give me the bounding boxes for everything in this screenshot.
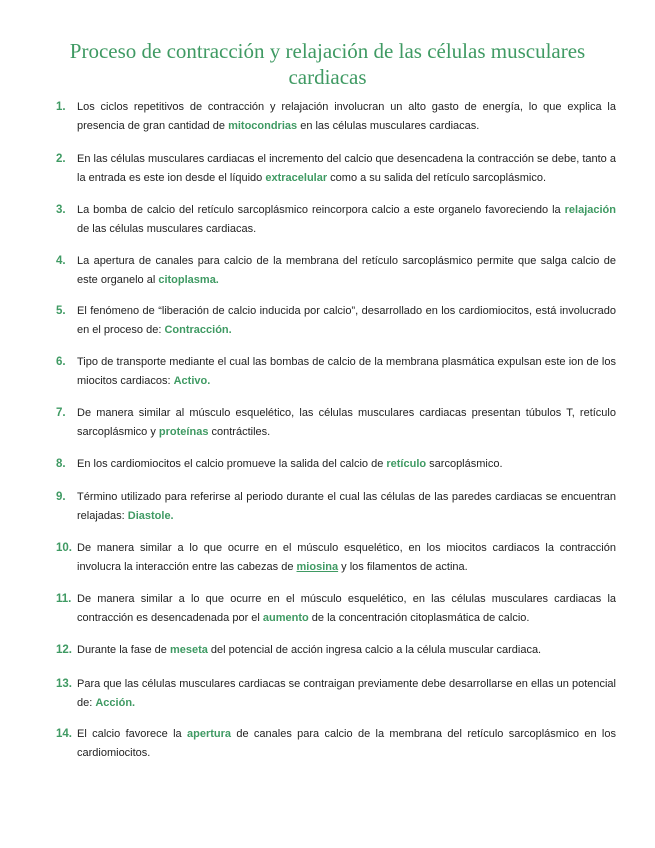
list-item (56, 302, 616, 340)
item-number: 3. (56, 204, 66, 216)
item-number: 14. (56, 728, 72, 740)
keyword: Contracción. (164, 324, 232, 336)
list-item (56, 201, 616, 239)
item-number: 9. (56, 491, 66, 503)
keyword: Acción. (95, 697, 136, 709)
list-item (56, 353, 616, 391)
list-item (56, 641, 616, 660)
item-number: 4. (56, 255, 66, 267)
item-number: 10. (56, 542, 72, 554)
keyword: citoplasma. (158, 274, 219, 286)
item-number: 12. (56, 644, 72, 656)
item-text: De manera similar al músculo esquelético, las células musculares cardiacas presentan túbulos T, retículo sarcoplásmico y proteínas contráctiles. (77, 407, 616, 438)
keyword: proteínas (158, 426, 209, 438)
list-item (56, 455, 616, 474)
item-number: 1. (56, 101, 66, 113)
item-text: Término utilizado para referirse al periodo durante el cual las células de las paredes cardiacas se encuentran relajadas: Diastole. (77, 491, 616, 522)
list-item (56, 488, 616, 526)
item-text: De manera similar a lo que ocurre en el músculo esquelético, en los miocitos cardiacos la contracción involucra la interacción entre las cabezas de miosina y los filamentos de actina. (77, 542, 616, 573)
item-number: 13. (56, 678, 72, 690)
item-text: Para que las células musculares cardiacas se contraigan previamente debe desarrollarse en ellas un potencial de: Acción. (77, 678, 616, 709)
item-number: 11. (56, 593, 72, 605)
item-number: 7. (56, 407, 66, 419)
item-text: Durante la fase de meseta del potencial de acción ingresa calcio a la célula muscular cardiaca. (77, 644, 542, 656)
list-item (56, 590, 616, 628)
item-text: La apertura de canales para calcio de la membrana del retículo sarcoplásmico permite que salga calcio de este organelo al citoplasma. (77, 255, 616, 286)
keyword: Diastole. (127, 510, 174, 522)
list-item (56, 252, 616, 290)
page-title: Proceso de contracción y relajación de las células musculares cardiacas (69, 39, 586, 89)
keyword: extracelular (265, 172, 328, 184)
item-number: 2. (56, 153, 66, 165)
item-text: El fenómeno de “liberación de calcio inducida por calcio”, desarrollado en los cardiomiocitos, está involucrado en el proceso de: Contracción. (77, 305, 616, 336)
keyword: apertura (186, 728, 232, 740)
item-text: En los cardiomiocitos el calcio promueve la salida del calcio de retículo sarcoplásmico. (77, 458, 503, 470)
item-number: 5. (56, 305, 66, 317)
item-text: De manera similar a lo que ocurre en el músculo esquelético, en las células musculares cardiacas la contracción es desencadenada por el aumento de la concentración citoplasmática de calcio. (77, 593, 616, 624)
list-item (56, 539, 616, 577)
item-text: Tipo de transporte mediante el cual las bombas de calcio de la membrana plasmática expulsan este ion de los miocitos cardiacos: Activo. (77, 356, 616, 387)
item-text: La bomba de calcio del retículo sarcoplásmico reincorpora calcio a este organelo favoreciendo la relajación de las células musculares cardiacas. (77, 204, 616, 235)
keyword: Activo. (173, 375, 211, 387)
list-item (56, 725, 616, 763)
keyword: miosina (296, 561, 339, 573)
keyword: meseta (169, 644, 208, 656)
item-number: 6. (56, 356, 66, 368)
list-item (56, 98, 616, 136)
keyword: retículo (386, 458, 427, 470)
keyword: relajación (564, 204, 616, 216)
keyword: mitocondrias (228, 120, 298, 132)
list-item (56, 150, 616, 188)
item-text: En las células musculares cardiacas el incremento del calcio que desencadena la contracción se debe, tanto a la entrada es este ion desde el líquido extracelular como a su salida del retículo sarcoplásmico. (77, 153, 616, 184)
item-text: Los ciclos repetitivos de contracción y relajación involucran un alto gasto de energía, lo que explica la presencia de gran cantidad de mitocondrias en las células musculares cardiacas. (77, 101, 616, 132)
item-number: 8. (56, 458, 66, 470)
keyword: aumento (262, 612, 309, 624)
item-text: El calcio favorece la apertura de canales para calcio de la membrana del retículo sarcoplásmico en los cardiomiocitos. (77, 728, 616, 759)
list-item (56, 675, 616, 713)
list-item (56, 404, 616, 442)
